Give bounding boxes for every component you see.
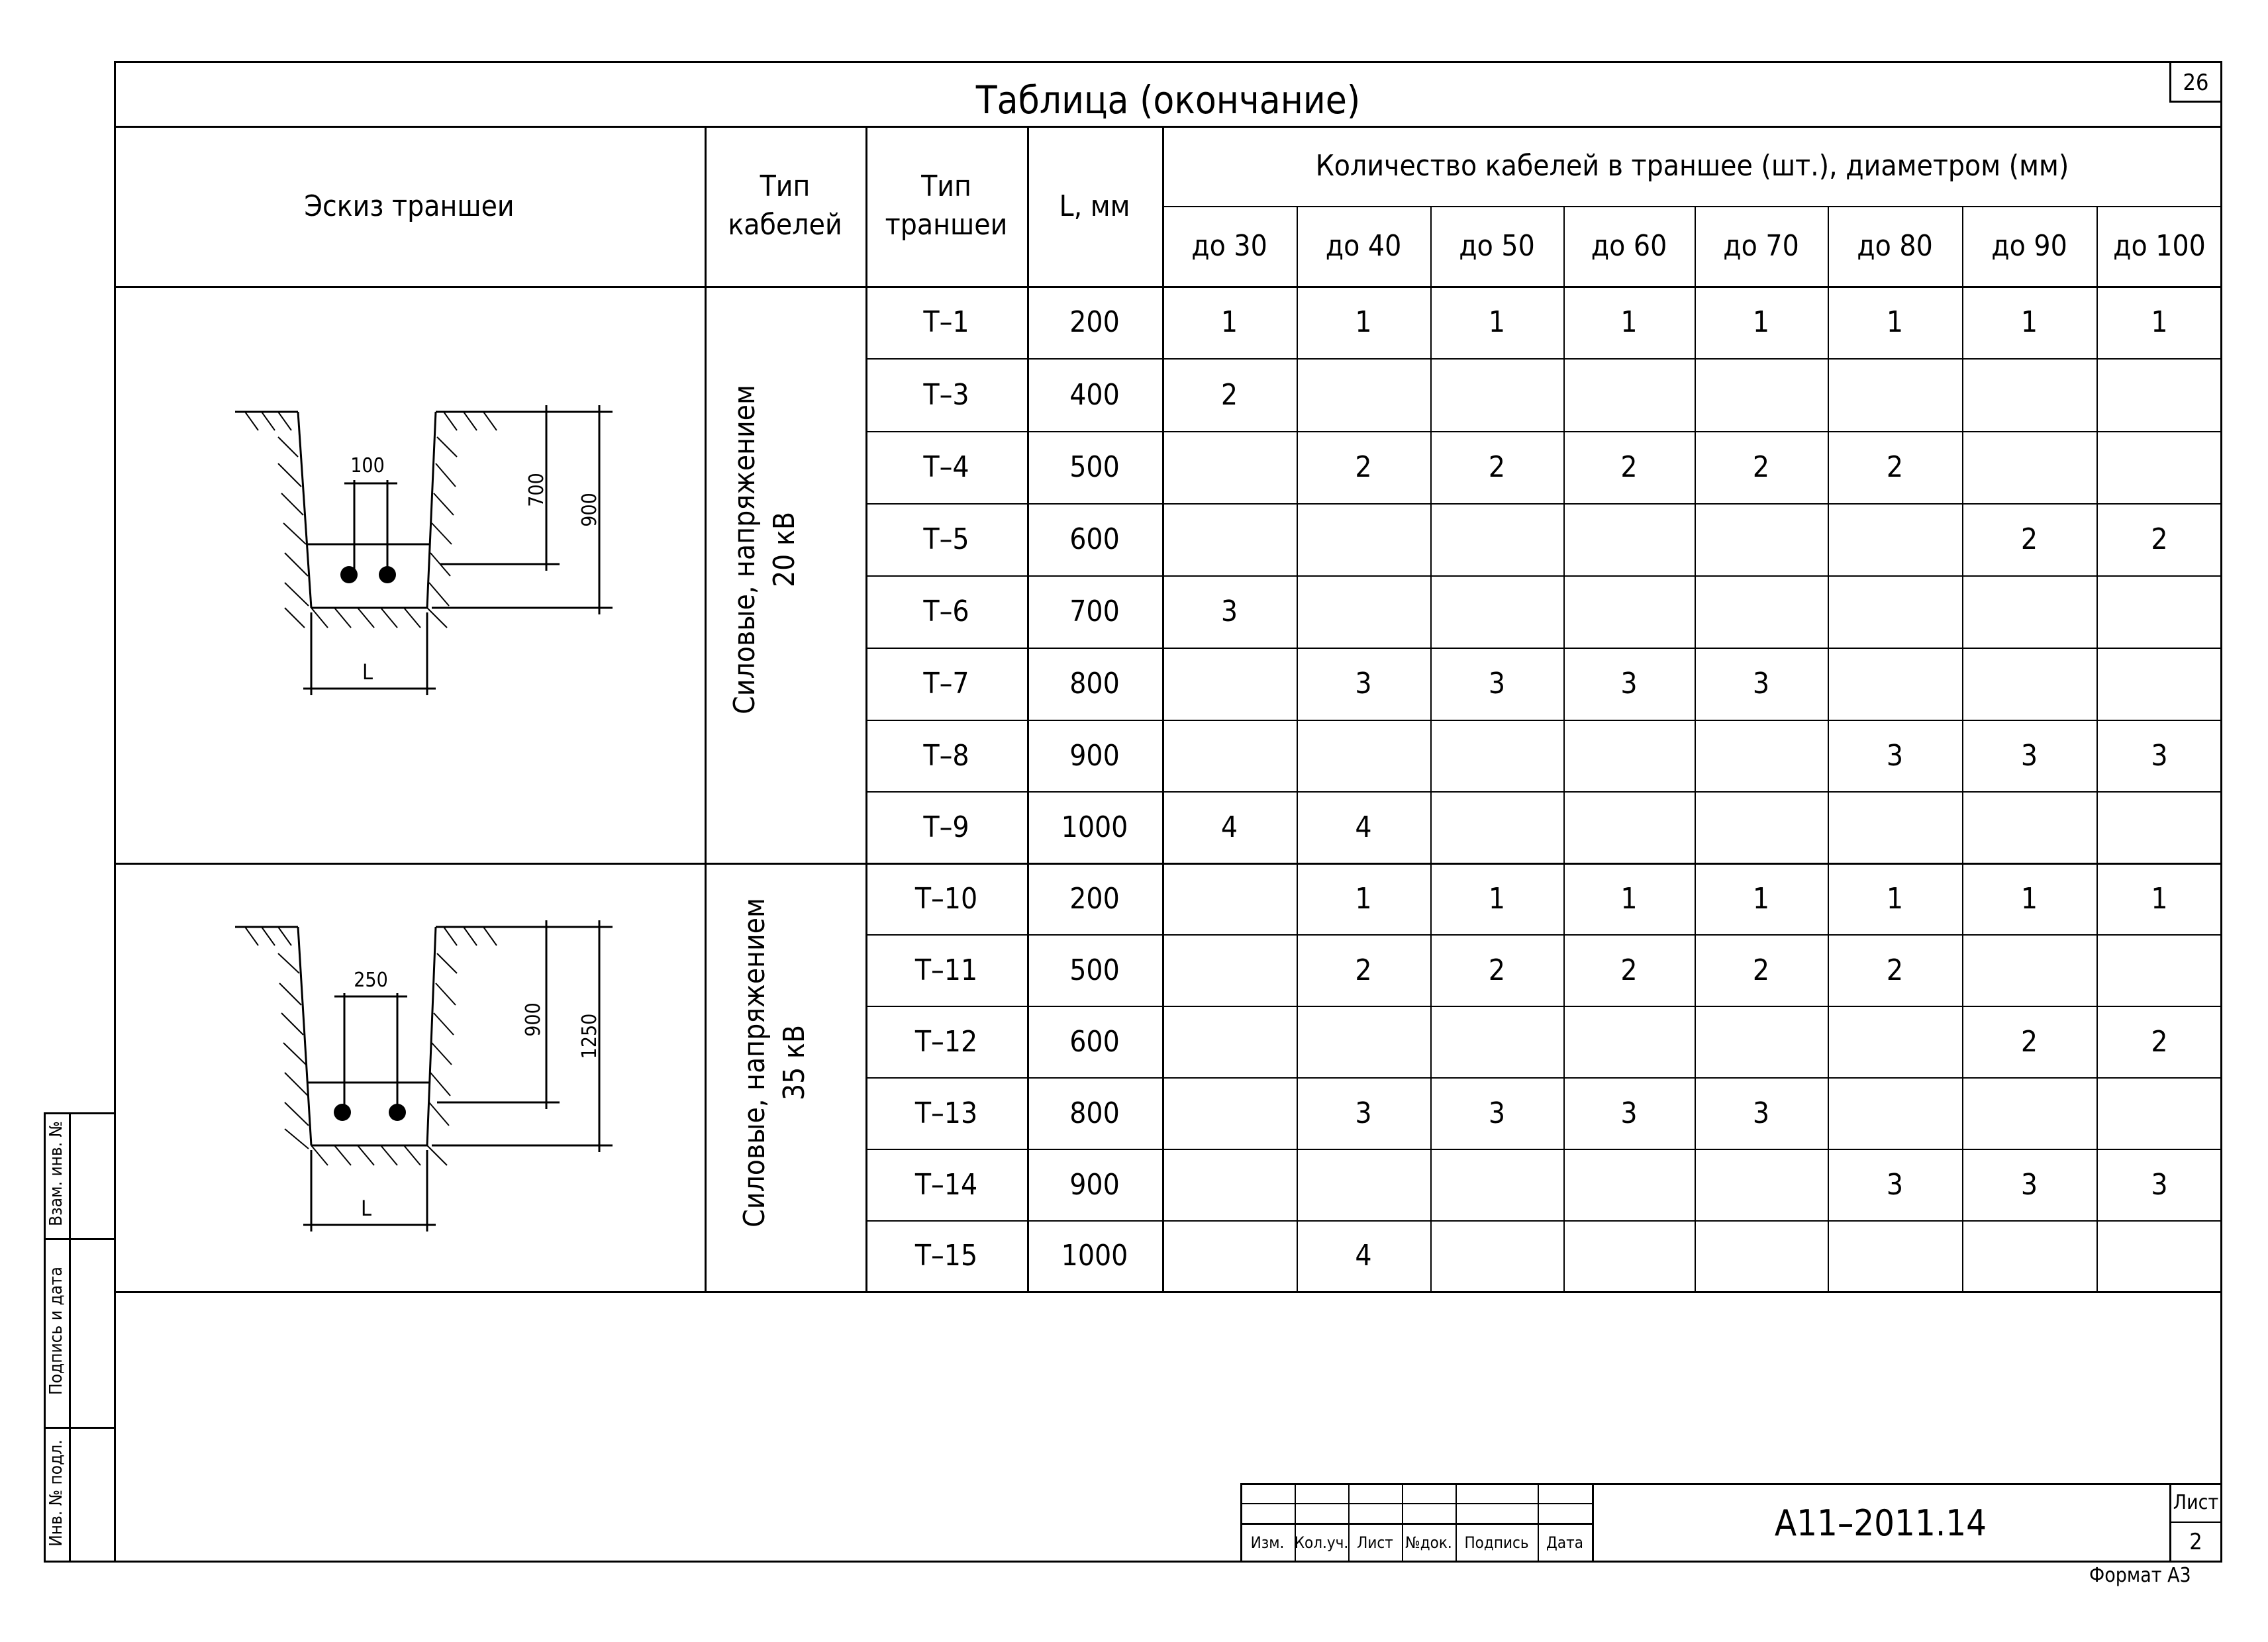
count-cell [1695,791,1828,863]
count-cell: 2 [1488,953,1506,987]
count-cell: 1 [1488,881,1506,916]
count-cell [1695,575,1828,648]
trench-type-cell: Т–5 [923,522,969,556]
count-cell: 3 [1220,595,1238,628]
length-cell: 500 [1069,953,1120,987]
count-cell: 1 [1220,305,1238,339]
length-cell: 800 [1069,667,1120,700]
count-cell [1563,720,1695,791]
length-cell: 400 [1069,377,1120,412]
length-cell: 500 [1069,450,1120,484]
count-cell [1828,791,1962,863]
header-length: L, мм [1059,189,1130,223]
length-cell: 900 [1069,738,1120,773]
trench-type-cell: Т–3 [923,377,969,412]
count-cell: 2 [2020,522,2038,556]
title-block-label-2: Лист [1357,1533,1393,1552]
trench-type-cell: Т–11 [914,953,978,987]
trench-type-cell: Т–4 [923,450,969,484]
count-cell [1695,503,1828,575]
trench-type-cell: Т–6 [923,595,969,628]
count-cell: 2 [1620,450,1638,484]
format-label: Формат А3 [2089,1564,2191,1587]
length-cell: 600 [1069,522,1120,556]
length-cell: 700 [1069,595,1120,628]
length-cell: 200 [1069,881,1120,916]
count-cell [1563,1149,1695,1220]
count-cell [1297,1149,1430,1220]
count-cell: 3 [1886,1167,1904,1202]
trench-type-cell: Т–13 [914,1096,978,1130]
count-cell [1162,863,1297,934]
trench-type-cell: Т–7 [923,667,969,700]
trench-type-cell: Т–8 [923,738,969,773]
count-cell [1962,431,2096,503]
length-cell: 600 [1069,1024,1120,1059]
count-cell [1162,1077,1297,1149]
count-cell [2096,575,2222,648]
count-cell [1162,1006,1297,1077]
count-cell: 1 [1886,305,1904,339]
count-cell: 2 [1752,953,1770,987]
count-cell [1828,1077,1962,1149]
header-trench-type-line1: Тип [921,169,971,203]
cable-label-35kv [735,897,814,1228]
count-cell [1962,1220,2096,1291]
count-cell: 2 [2151,1024,2168,1059]
count-cell [1430,1149,1563,1220]
count-cell [2096,1077,2222,1149]
count-cell [1430,720,1563,791]
count-cell: 1 [1752,305,1770,339]
count-cell: 1 [1886,881,1904,916]
count-cell [1162,720,1297,791]
count-cell: 1 [2020,881,2038,916]
dim-inner-20kv: 700 [524,473,548,507]
count-cell: 1 [2151,305,2168,339]
count-cell [1162,1149,1297,1220]
count-cell [1695,1006,1828,1077]
cable-label-35kv-line1: Силовые, напряжением [738,898,771,1228]
count-cell [2096,934,2222,1006]
header-cable-type [705,126,865,286]
count-cell [1563,358,1695,431]
count-cell: 1 [1488,305,1506,339]
count-cell [1162,1220,1297,1291]
count-cell: 3 [1620,667,1638,700]
dim-inner-35kv: 900 [521,1002,545,1037]
title-block-label-0: Изм. [1250,1533,1285,1552]
count-cell: 4 [1355,1239,1372,1273]
count-cell: 1 [1752,881,1770,916]
count-cell [1962,648,2096,720]
count-cell [1563,575,1695,648]
side-stamp-replace: Взам. инв. № [46,1121,66,1226]
header-diameter-2: до 50 [1459,229,1535,263]
count-cell: 1 [1620,305,1638,339]
count-cell [2096,358,2222,431]
title-block-label-1: Кол.уч. [1294,1533,1349,1552]
count-cell: 3 [1886,738,1904,773]
count-cell [1430,791,1563,863]
count-cell [1828,1006,1962,1077]
title-block-label-4: Подпись [1464,1533,1529,1552]
count-cell: 3 [1488,1096,1506,1130]
header-cable-type-line2: кабелей [728,208,842,242]
dim-spacing-35kv: 250 [354,968,388,992]
sheet-label: Лист [2173,1490,2219,1514]
trench-type-cell: Т–10 [914,881,978,916]
header-sketch: Эскиз траншеи [304,189,515,223]
table-title: Таблица (окончание) [975,77,1361,122]
count-cell [1828,503,1962,575]
cable-label-20kv [725,371,805,728]
count-cell [1297,720,1430,791]
count-cell [1563,1220,1695,1291]
count-cell: 2 [1886,450,1904,484]
count-cell [1695,358,1828,431]
dim-outer-35kv: 1250 [577,1013,601,1059]
header-diameter-0: до 30 [1191,229,1267,263]
page-number: 26 [2183,70,2209,96]
count-cell [1563,791,1695,863]
count-cell: 1 [1620,881,1638,916]
length-cell: 800 [1069,1096,1120,1130]
header-diameter-4: до 70 [1723,229,1799,263]
count-cell [1828,1220,1962,1291]
count-cell [1828,648,1962,720]
count-cell [1430,1006,1563,1077]
count-cell: 4 [1220,810,1238,844]
title-block-label-5: Дата [1546,1533,1583,1552]
count-cell [1828,358,1962,431]
header-diameter-5: до 80 [1857,229,1933,263]
count-cell: 3 [2151,738,2168,773]
header-cable-type-line1: Тип [760,169,811,203]
count-cell [1962,791,2096,863]
length-cell: 200 [1069,305,1120,339]
trench-type-cell: Т–9 [923,810,969,844]
count-cell [2096,431,2222,503]
header-trench-type-line2: траншеи [885,208,1008,242]
count-cell [1430,358,1563,431]
header-count-group: Количество кабелей в траншее (шт.), диаметром (мм) [1315,149,2069,183]
count-cell [1695,1220,1828,1291]
count-cell [1430,575,1563,648]
count-cell [1563,1006,1695,1077]
count-cell [1695,720,1828,791]
count-cell: 2 [2151,522,2168,556]
header-diameter-1: до 40 [1325,229,1402,263]
count-cell [2096,648,2222,720]
count-cell [1962,358,2096,431]
trench-type-cell: Т–14 [914,1167,978,1202]
sheet-number: 2 [2189,1529,2202,1555]
count-cell: 2 [1752,450,1770,484]
count-cell: 2 [1886,953,1904,987]
count-cell: 3 [2151,1167,2168,1202]
count-cell [1162,648,1297,720]
count-cell: 2 [2020,1024,2038,1059]
count-cell [1430,503,1563,575]
count-cell: 2 [1355,450,1372,484]
count-cell: 1 [2020,305,2038,339]
count-cell [1162,431,1297,503]
trench-type-cell: Т–15 [914,1239,978,1273]
count-cell [1297,358,1430,431]
count-cell: 3 [1355,667,1372,700]
count-cell: 3 [2020,1167,2038,1202]
side-stamp-signature: Подпись и дата [46,1267,66,1395]
count-cell: 1 [2151,881,2168,916]
count-cell [1297,575,1430,648]
side-stamp-inventory: Инв. № подл. [46,1439,66,1547]
count-cell [1162,503,1297,575]
count-cell: 3 [1620,1096,1638,1130]
trench-type-cell: Т–12 [914,1024,978,1059]
cable-label-20kv-line1: Силовые, напряжением [728,385,762,714]
length-cell: 900 [1069,1167,1120,1202]
count-cell [1828,575,1962,648]
count-cell [1430,1220,1563,1291]
document-code: А11–2011.14 [1774,1502,1987,1544]
count-cell [1563,503,1695,575]
count-cell: 3 [1355,1096,1372,1130]
count-cell [1297,1006,1430,1077]
count-cell: 2 [1488,450,1506,484]
count-cell [1162,934,1297,1006]
count-cell: 3 [1752,1096,1770,1130]
length-cell: 1000 [1061,1239,1128,1273]
title-block-label-3: №док. [1405,1533,1452,1552]
dim-width-35kv: L [360,1196,372,1221]
count-cell: 1 [1355,881,1372,916]
count-cell: 2 [1620,953,1638,987]
cable-label-20kv-line2: 20 кВ [767,512,801,587]
count-cell [1297,503,1430,575]
count-cell [1695,1149,1828,1220]
count-cell: 1 [1355,305,1372,339]
dim-width-20kv: L [362,659,373,685]
count-cell: 2 [1355,953,1372,987]
count-cell: 3 [1752,667,1770,700]
count-cell [2096,1220,2222,1291]
count-cell [2096,791,2222,863]
length-cell: 1000 [1061,810,1128,844]
header-diameter-6: до 90 [1991,229,2067,263]
count-cell: 4 [1355,810,1372,844]
header-diameter-7: до 100 [2113,229,2206,263]
count-cell: 3 [1488,667,1506,700]
dim-outer-20kv: 900 [577,493,601,527]
count-cell [1962,575,2096,648]
count-cell [1962,934,2096,1006]
count-cell: 3 [2020,738,2038,773]
count-cell [1962,1077,2096,1149]
cable-label-35kv-line2: 35 кВ [777,1025,811,1100]
header-trench-type [865,126,1027,286]
header-diameter-3: до 60 [1591,229,1667,263]
trench-type-cell: Т–1 [923,305,969,339]
dim-spacing-20kv: 100 [350,454,385,477]
count-cell: 2 [1220,377,1238,412]
